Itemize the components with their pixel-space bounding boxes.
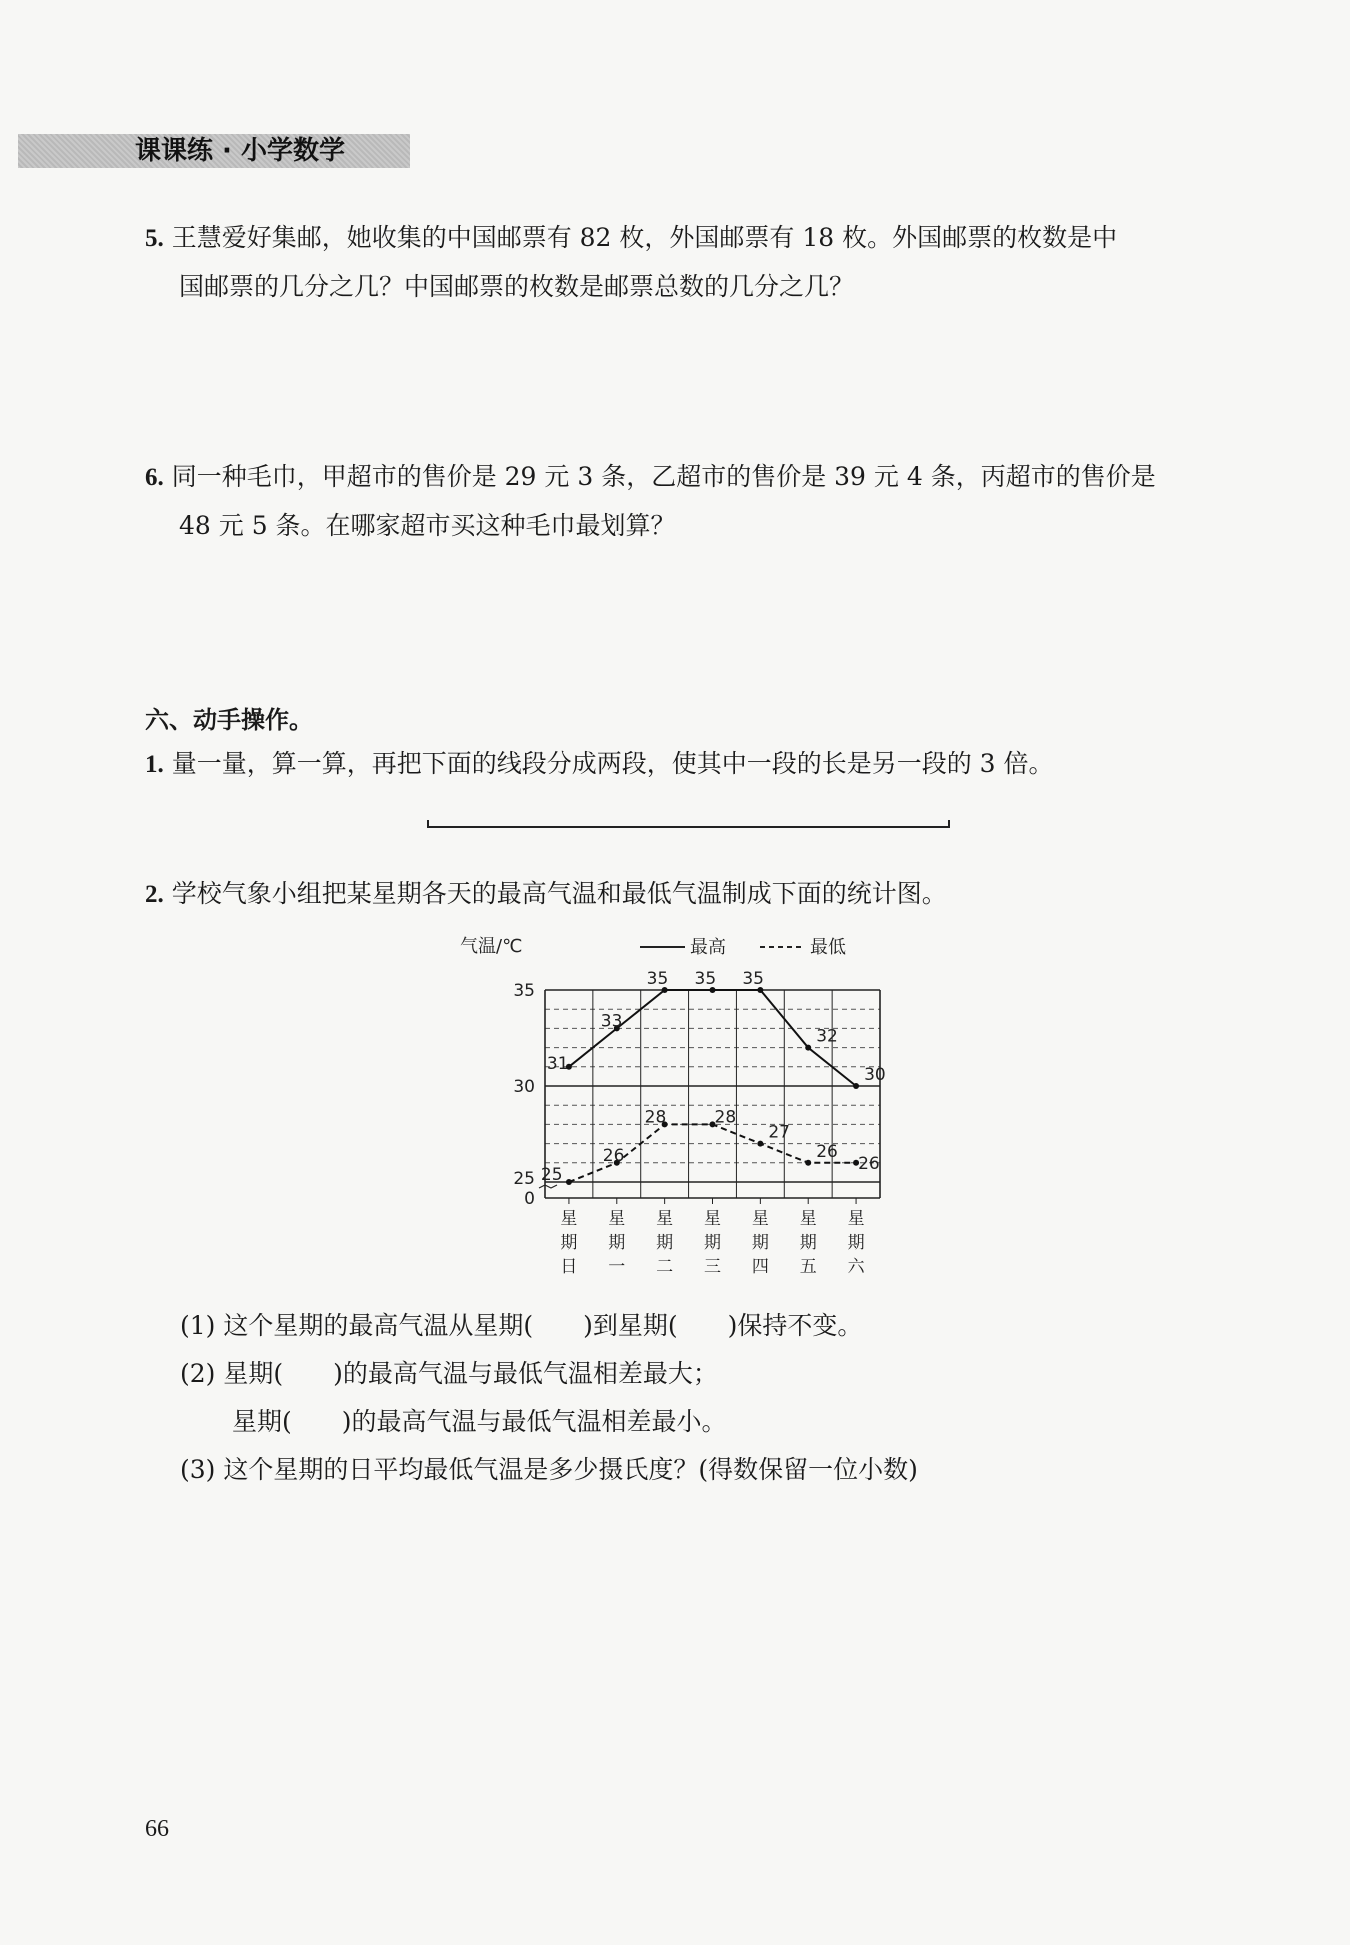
operation-question-2-number: 2.: [145, 881, 164, 908]
data-label: 33: [600, 1011, 623, 1032]
data-label: 35: [742, 969, 764, 989]
x-category-label: 期: [608, 1233, 626, 1253]
data-label: 26: [602, 1145, 625, 1166]
x-category-label: 星: [751, 1209, 769, 1229]
x-category-label: 五: [799, 1257, 817, 1277]
question-6-number: 6.: [145, 464, 164, 491]
x-category-label: 日: [560, 1257, 578, 1277]
x-category-label: 星: [799, 1209, 817, 1229]
subquestion-2b: 星期( )的最高气温与最低气温相差最小。: [232, 1407, 727, 1436]
x-category-label: 期: [704, 1233, 721, 1253]
data-label: 32: [816, 1026, 838, 1047]
x-category-label: 星: [656, 1209, 674, 1229]
data-label: 30: [864, 1065, 886, 1085]
x-category-label: 四: [751, 1257, 769, 1277]
series-line-high: [569, 990, 856, 1086]
data-label: 31: [546, 1053, 569, 1074]
data-point: [805, 1045, 811, 1051]
operation-question-1: [145, 740, 1225, 789]
data-label: 27: [768, 1122, 790, 1143]
question-6-line2: 48 元 5 条。在哪家超市买这种毛巾最划算？: [179, 511, 676, 540]
legend-label-low: 最低: [810, 937, 846, 958]
x-category-label: 期: [751, 1233, 769, 1253]
y-axis-label: 气温/℃: [460, 936, 523, 957]
x-category-label: 星: [847, 1209, 865, 1229]
subquestion-3: (3) 这个星期的日平均最低气温是多少摄氏度？(得数保留一位小数): [180, 1455, 918, 1484]
data-label: 28: [644, 1107, 667, 1128]
y-tick-label: 30: [513, 1077, 535, 1097]
line-segment: [427, 820, 950, 828]
x-category-label: 六: [847, 1257, 865, 1277]
question-5: [145, 214, 1225, 311]
subquestion-1: (1) 这个星期的最高气温从星期( )到星期( )保持不变。: [180, 1311, 863, 1340]
x-category-label: 期: [656, 1233, 674, 1253]
question-6-line1: 同一种毛巾，甲超市的售价是 29 元 3 条，乙超市的售价是 39 元 4 条，丙超市的售价是: [171, 462, 1156, 491]
question-5-number: 5.: [145, 225, 164, 252]
x-category-label: 星: [608, 1209, 626, 1229]
data-point: [566, 1179, 572, 1185]
legend-label-high: 最高: [690, 937, 726, 958]
x-category-label: 星: [704, 1209, 721, 1229]
x-category-label: 星: [560, 1209, 578, 1229]
axis-break-mark: [539, 1185, 557, 1188]
book-title: 课课练 · 小学数学: [135, 136, 345, 166]
operation-question-2-text: 学校气象小组把某星期各天的最高气温和最低气温制成下面的统计图。: [171, 879, 947, 908]
data-label: 26: [816, 1141, 838, 1162]
page-number: 66: [145, 1816, 169, 1842]
x-category-label: 二: [656, 1257, 674, 1277]
data-label: 28: [714, 1107, 737, 1128]
data-label: 25: [540, 1165, 563, 1185]
x-category-label: 期: [799, 1233, 817, 1253]
x-category-label: 一: [608, 1257, 626, 1277]
subquestion-2a: (2) 星期( )的最高气温与最低气温相差最大；: [180, 1359, 718, 1388]
y-tick-label: 0: [524, 1189, 535, 1209]
data-label: 35: [694, 969, 717, 989]
x-category-label: 期: [847, 1233, 865, 1253]
data-point: [757, 1141, 763, 1147]
section-title: 六、动手操作。: [145, 706, 313, 734]
operation-question-2: [145, 870, 1225, 919]
x-category-label: 三: [704, 1257, 721, 1277]
question-6: [145, 453, 1225, 550]
operation-question-1-number: 1.: [145, 751, 164, 778]
data-label: 26: [858, 1153, 880, 1174]
y-tick-label: 25: [513, 1169, 535, 1189]
question-5-line1: 王慧爱好集邮，她收集的中国邮票有 82 枚，外国邮票有 18 枚。外国邮票的枚数是中: [171, 223, 1118, 252]
data-point: [805, 1160, 811, 1166]
temperature-line-chart: [460, 930, 900, 1280]
x-category-label: 期: [560, 1233, 578, 1253]
operation-question-1-text: 量一量，算一算，再把下面的线段分成两段，使其中一段的长是另一段的 3 倍。: [171, 749, 1054, 778]
data-label: 35: [646, 969, 669, 989]
y-tick-label: 35: [513, 981, 535, 1001]
question-5-line2: 国邮票的几分之几？中国邮票的枚数是邮票总数的几分之几？: [179, 272, 855, 301]
data-point: [853, 1083, 859, 1089]
